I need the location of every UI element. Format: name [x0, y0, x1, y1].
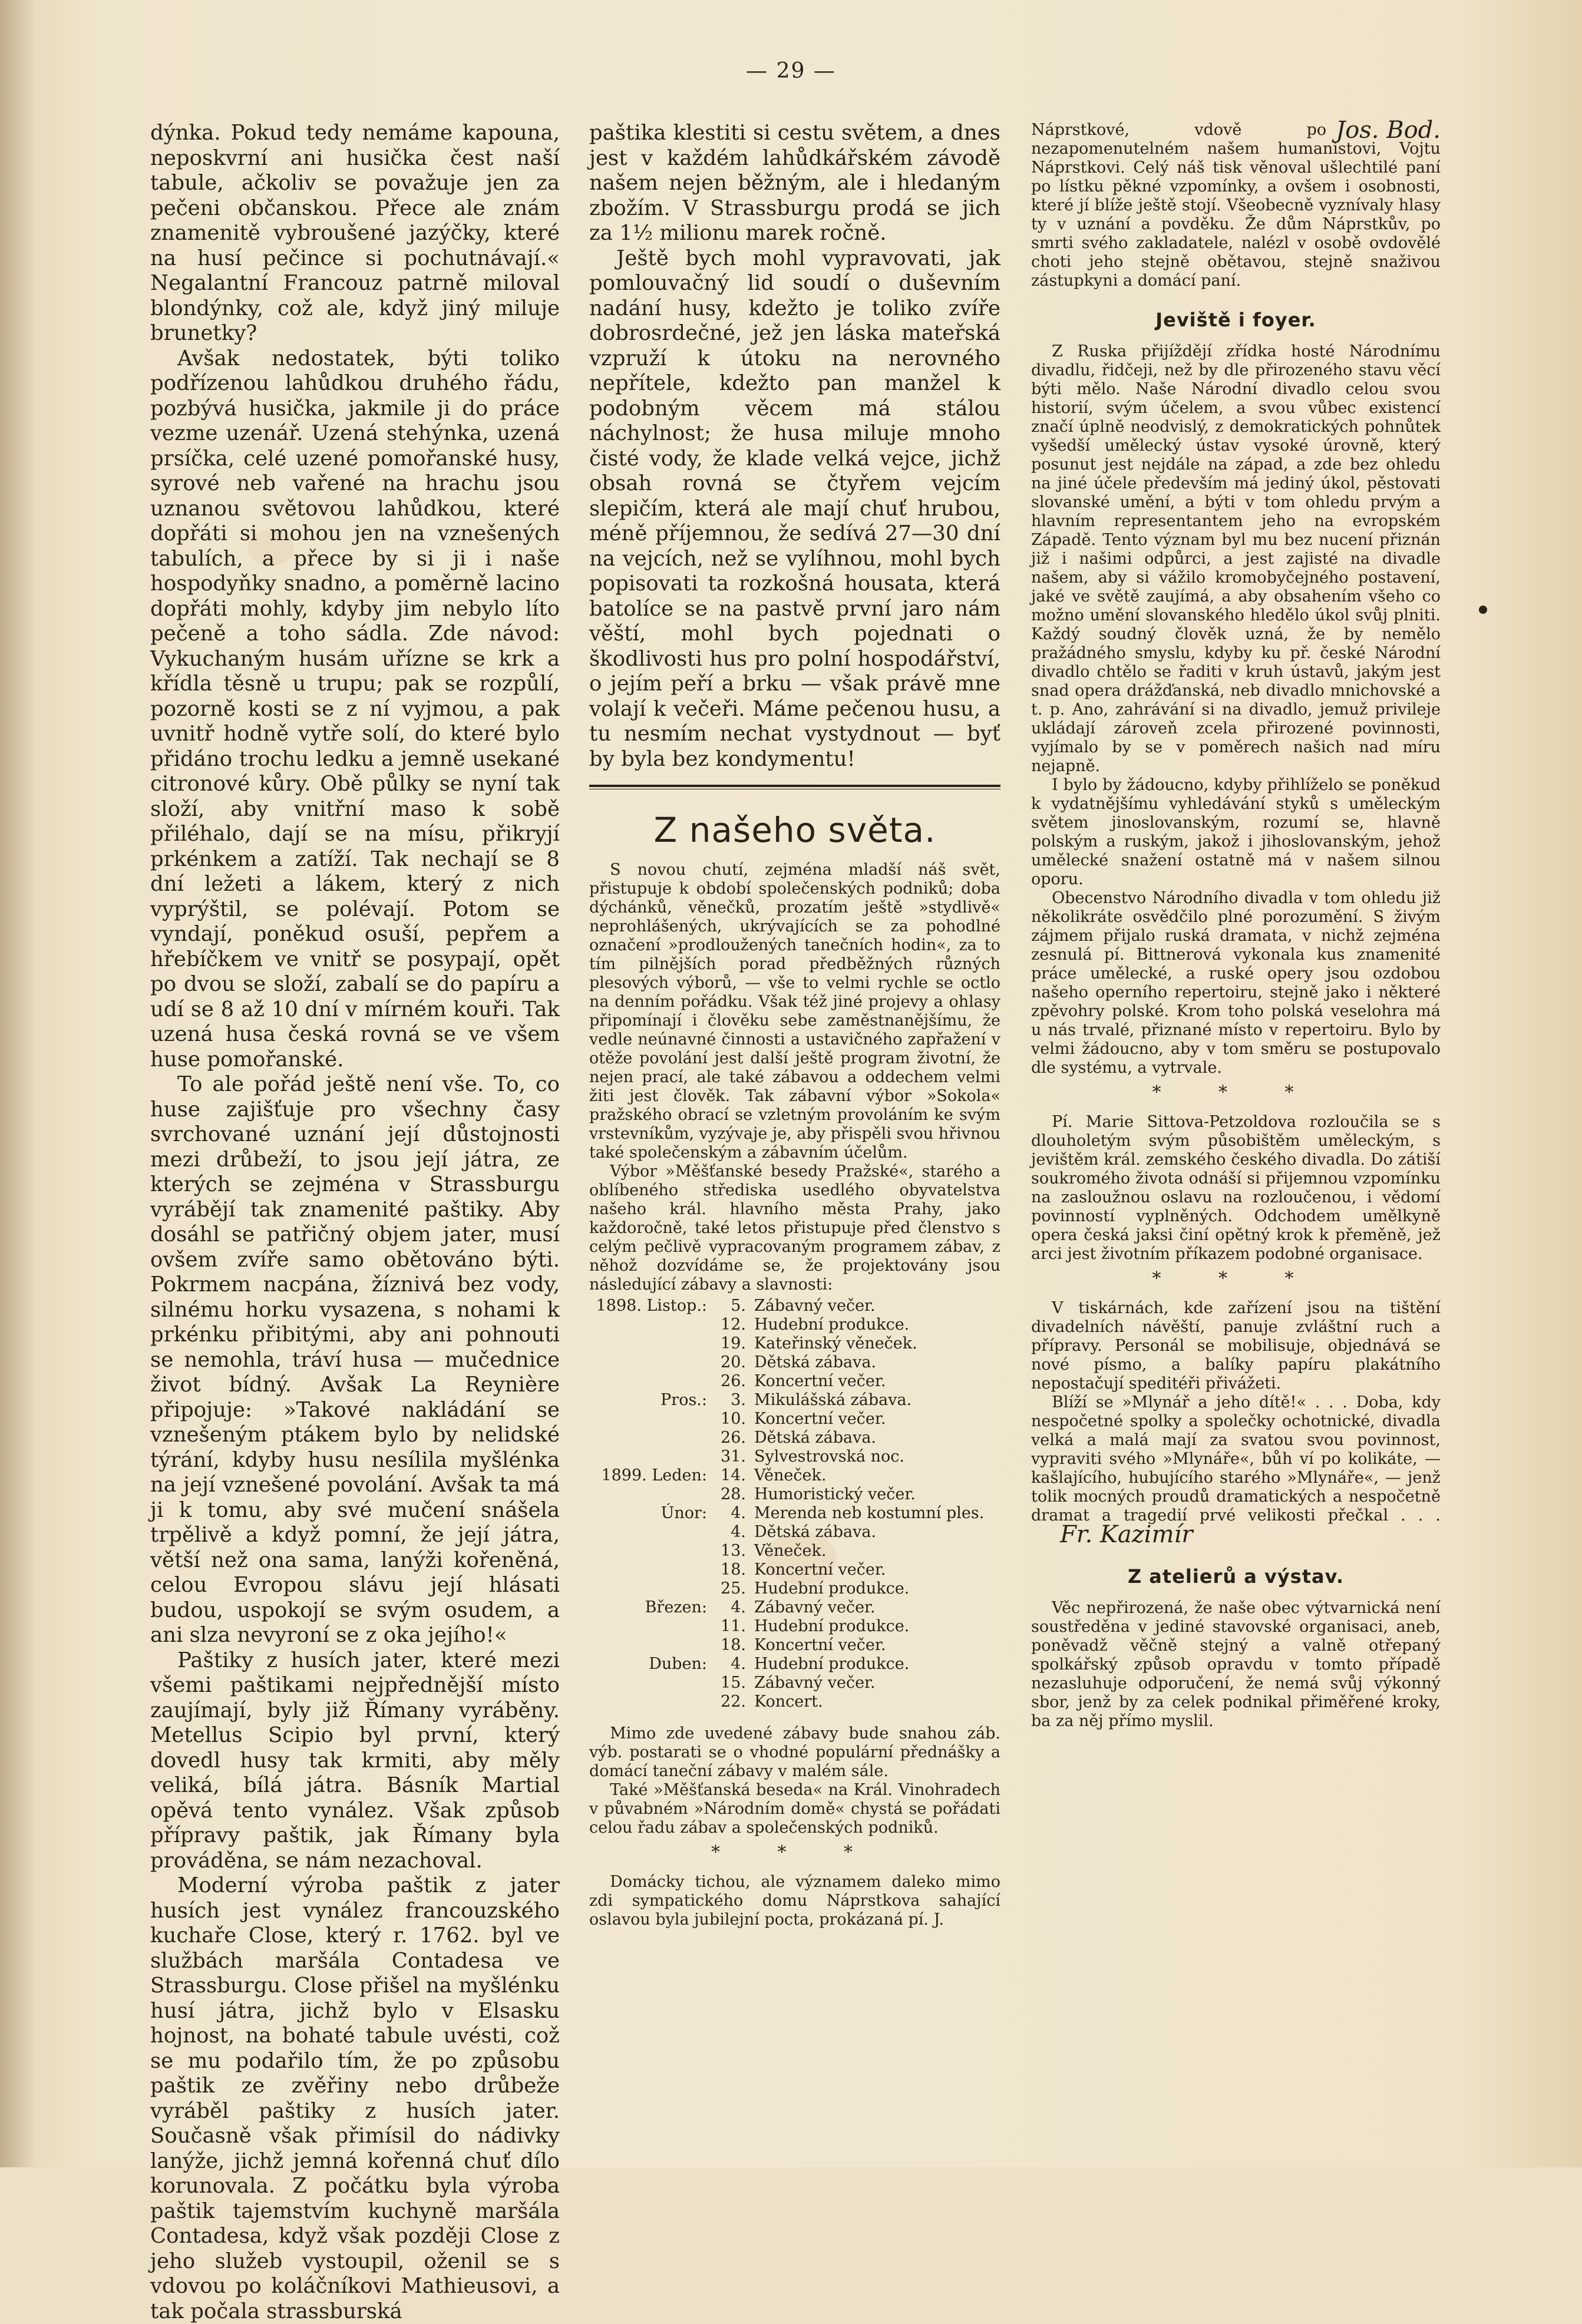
schedule-month: Březen: — [645, 1598, 707, 1616]
schedule-month — [589, 1561, 712, 1579]
schedule-month — [589, 1523, 712, 1542]
schedule-event: Dětská zábava. — [754, 1428, 877, 1447]
schedule-event: Dětská zábava. — [754, 1522, 877, 1541]
schedule-event: Hudební produkce. — [754, 1315, 910, 1334]
schedule-day: 4. — [731, 1654, 746, 1673]
paragraph: V tiskárnách, kde zařízení jsou na tištění divadelních návěští, panuje zvláštní ruch a přípravy. Personál se mobilisuje, objednává se nové písmo, a balíky papíru plakátního nepostačují speditéři přivážeti. — [1031, 1299, 1441, 1393]
section-body — [589, 861, 1000, 1294]
schedule-event: Koncertní večer. — [754, 1409, 886, 1428]
schedule-event: Dětská zábava. — [754, 1353, 877, 1371]
paragraph: To ale pořád ještě není vše. To, co huse zajišťuje pro všechny časy svrchované uznání její důstojnosti mezi drůbeží, to jsou její játra, ze kterých se zejména v Strassburgu vyrábějí tak znamenité paštiky. Aby dosáhl se patřičný objem jater, musí ovšem zvíře samo obětováno býti. Pokrmem nacpána, žíznivá bez vody, silnému horku vysazena, s nohami k prkénku přibitými, aby ani pohnouti se nemohla, tráví husa — mučednice život bídný. Avšak La Reynière připojuje: »Takové nakládání se vznešeným ptákem bylo by nelidské týrání, kdyby husu nesílila myšlénka na její vznešené povolání. Avšak ta má ji k tomu, aby své mučení snášela trpělivě a když pomní, že její játra, větší než ona sama, lanýži kořeněná, celou Evropou slávu její hlásati budou, uspokojí se svým osudem, a ani slza nevyroní se z oka jejího!« — [150, 1072, 560, 1647]
schedule-day: 4. — [731, 1503, 746, 1522]
paragraph: Výbor »Měšťanské besedy Pražské«, starého a oblíbeného střediska usedlého obyvatelstva našeho král. hlavního města Prahy, jako každoročně, také letos přistupuje před členstvo s celým pečlivě vypracovaným programem zábav, z něhož dozvídáme se, že projektovány jsou následující zábavy a slavnosti: — [589, 1162, 1000, 1294]
paragraph — [1031, 1393, 1441, 1547]
schedule-row — [589, 1674, 984, 1692]
margin-dot — [1479, 606, 1487, 614]
schedule-event: Koncertní večer. — [754, 1635, 886, 1654]
schedule-row — [589, 1579, 984, 1598]
paragraph: Mimo zde uvedené zábavy bude snahou záb. výb. postarati se o vhodné populární přednášky a domácí taneční zábavy v malém sále. — [589, 1724, 1000, 1780]
schedule-month — [589, 1692, 712, 1711]
schedule-day: 14. — [721, 1466, 746, 1485]
page-number: — 29 — — [746, 59, 836, 83]
section-divider — [589, 785, 1000, 789]
schedule-event: Věneček. — [754, 1541, 827, 1560]
schedule-month — [589, 1334, 712, 1353]
column-3 — [1031, 117, 1441, 1731]
paragraph: Ještě bych mohl vypravovati, jak pomlouvačný lid soudí o duševním nadání husy, kdežto je toliko zvíře dobrosrdečné, jež jen láska mateřská vzpruží k útoku na nerovného nepřítele, kdežto pan manžel k podobným věcem má stálou náchylnost; že husa miluje mnoho čisté vody, že klade velká vejce, jichž obsah rovná se čtyřem vejcím slepičím, která ale mají chuť hrubou, méně příjemnou, že sedívá 27—30 dní na vejcích, než se vylíhnou, mohl bych popisovati ta rozkošná housata, která batolíce se na pastvě první jaro nám věští, mohl bych pojednati o škodlivosti hus pro polní hospodářství, o jejím peří a brku — však právě mne volají k večeři. Máme pečenou husu, a tu nesmím nechat vystydnout — byť by byla bez kondymentu! — [589, 246, 1000, 771]
schedule-month: 1898. Listop.: — [596, 1296, 707, 1315]
schedule-event: Koncertní večer. — [754, 1560, 886, 1579]
schedule-day: 26. — [721, 1371, 746, 1390]
section-separator-stars: * * * — [1152, 1268, 1320, 1289]
schedule-day: 3. — [731, 1390, 746, 1409]
schedule-day: 18. — [721, 1560, 746, 1579]
schedule-month — [589, 1674, 712, 1692]
schedule-day: 15. — [721, 1673, 746, 1692]
schedule-row — [589, 1692, 984, 1711]
schedule-event: Hudební produkce. — [754, 1616, 910, 1635]
schedule-row — [589, 1410, 984, 1429]
schedule-day: 25. — [721, 1579, 746, 1598]
schedule-day: 4. — [731, 1522, 746, 1541]
schedule-row — [589, 1636, 984, 1655]
paragraph: dýnka. Pokud tedy nemáme kapouna, neposkvrní ani husička čest naší tabule, ačkoliv se považuje jen za pečeni občanskou. Přece ale znám znamenitě vybroušené jazýčky, které na husí pečince si pochutnávají.« Negalantní Francouz patrně miloval blondýnky, což ale, když jiný miluje brunetky? — [150, 121, 560, 345]
schedule-event: Mikulášská zábava. — [754, 1390, 912, 1409]
schedule-row — [589, 1598, 984, 1617]
schedule-row — [589, 1655, 984, 1674]
signature-handwritten: Fr. Kazimír — [1060, 1521, 1193, 1548]
schedule-event: Koncert. — [754, 1692, 823, 1711]
schedule-event: Merenda neb kostumní ples. — [754, 1503, 985, 1522]
paragraph: Pí. Marie Sittova-Petzoldova rozloučila se s dlouholetým svým působištěm uměleckým, s jevištěm král. zemského českého divadla. Do zátiší soukromého života odnáší si přijemnou vzpomínku na zasloužnou oslavu na rozloučenou, i vědomí povinností vyplněných. Odchodem umělkyně opera česká jaksi činí opětný krok k přeměně, jež arci jest životním příkazem podobné organisace. — [1031, 1113, 1441, 1263]
schedule-row — [589, 1542, 984, 1561]
section-title-z-atelieru: Z atelierů a výstav. — [1127, 1565, 1345, 1588]
schedule-day: 26. — [721, 1428, 746, 1447]
schedule-row — [589, 1429, 984, 1447]
schedule-row — [589, 1617, 984, 1636]
column-2 — [589, 121, 1000, 1929]
schedule-row — [589, 1353, 984, 1372]
paragraph: S novou chutí, zejména mladší náš svět, přistupuje k období společenských podniků; doba dýchánků, věnečků, prozatím ještě »stydlivě« neprohlášených, ukrývajících se za pohodlné označení »prodloužených tanečních hodin«, za to tím pilnějších porad předběžných různých plesových výborů, — vše to velmi rychle se octlo na denním pořádku. Však též jiné projevy a ohlasy připomínají i člověku sebe zaměstnanějšímu, že vedle neúnavné činnosti a ustavičného zapřažení v otěže povolání jest další ještě program životní, že nejen prací, ale také zábavou a oddechem velmi žiti jest člověk. Tak zábavní výbor »Sokola« pražského obrací se vzletným provoláním ke svým vrstevníkům, vyzývaje je, aby přispěli svou hřivnou také společenským a zábavním účelům. — [589, 860, 1000, 1162]
schedule-event: Humoristický večer. — [754, 1485, 916, 1503]
schedule-day: 13. — [721, 1541, 746, 1560]
schedule-event: Hudební produkce. — [754, 1579, 910, 1598]
schedule-month: 1899. Leden: — [601, 1466, 707, 1485]
schedule-event: Hudební produkce. — [754, 1654, 910, 1673]
schedule-row — [589, 1391, 984, 1410]
schedule-day: 19. — [721, 1334, 746, 1353]
schedule-event: Kateřinský věneček. — [754, 1334, 917, 1353]
schedule-row — [589, 1297, 984, 1315]
schedule-month — [589, 1542, 712, 1561]
schedule-day: 20. — [721, 1353, 746, 1371]
schedule-event: Koncertní večer. — [754, 1371, 886, 1390]
schedule-month — [589, 1315, 712, 1334]
schedule-event: Zábavný večer. — [754, 1673, 876, 1692]
schedule-day: 5. — [731, 1296, 746, 1315]
schedule-day: 22. — [721, 1692, 746, 1711]
schedule-month — [589, 1372, 712, 1391]
schedule-row — [589, 1372, 984, 1391]
section-separator-stars: * * * — [711, 1842, 879, 1863]
schedule-day: 10. — [721, 1409, 746, 1428]
paragraph-text: Blíží se »Mlynář a jeho dítě!« . . . Doba, kdy nespočetné spolky a společky ochotnické, divadla velká a malá mají za svatou svou povinnost, vypraviti svého »Mlynáře«, bůh ví po kolikáte, — kašlajícího, hubujícího starého »Mlynáře«, — jenž tolik mocných proudů dramatických a nespočetně dramat a tragedií prvé velikosti přečkal . . . — [1031, 1393, 1441, 1525]
section-body-continued — [589, 1724, 1000, 1929]
column-1 — [150, 121, 560, 2324]
schedule-day: 4. — [731, 1598, 746, 1616]
schedule-month: Pros.: — [660, 1390, 707, 1409]
schedule-month — [589, 1353, 712, 1372]
paragraph: Obecenstvo Národního divadla v tom ohledu již několikráte osvědčilo plné porozumění. S živým zájmem přijalo ruská dramata, v nichž zejména zesnulá pí. Bittnerová vykonala kus znamenité práce umělecké, a ruské opery jsou ozdobou našeho operního repertoiru, stejně jako i některé zpěvohry polské. Krom toho polská veselohra má u nás trvalé, přiznané místo v repertoiru. Bylo by velmi žádoucno, aby v tom směru se postupovalo dle systému, a vytrvale. — [1031, 889, 1441, 1077]
section-separator-stars: * * * — [1152, 1082, 1320, 1103]
schedule-row — [589, 1485, 984, 1504]
paragraph: Z Ruska přijíždějí zřídka hosté Národnímu divadlu, řidčeji, než by dle přirozeného stavu věcí býti mělo. Naše Národní divadlo celou svou historií, svým účelem, a svou vůbec existencí značí úplně neodvislý, z demokratických pohnůtek vyšedší umělecký ústav vysoké úrovně, který posunut jest nejdále na západ, a zde bez ohledu na jiné účele především má jediný úkol, pěstovati slovanské umění, a býti v tom ohledu prvým a hlavním representantem jeho na evropském Západě. Tento význam byl mu bez nucení přiznán již i našimi odpůrci, a jest zajisté na divadle našem, aby si vážilo kromobyčejného postavení, jaké ve světě zaujímá, a aby obsahením všeho co možno umění slovanského hledělo úkol svůj plniti. Každý soudný člověk uzná, že by nemělo pražádného smyslu, kdyby ku př. české Národní divadlo chtělo se řaditi v kruh ústavů, jakým jest snad opera drážďanská, neb divadlo mnichovské a t. p. Ano, zahrávání si na divadlo, jemuž privileje ukládají zároveň zcela přirozené povinnosti, vyjímalo by se v poměrech našich nad míru nejapně. — [1031, 342, 1441, 775]
schedule-month — [589, 1617, 712, 1636]
schedule-month: Únor: — [660, 1503, 707, 1522]
paragraph: Avšak nedostatek, býti toliko podřízenou lahůdkou druhého řádu, pozbývá husička, jakmile ji do práce vezme uzenář. Uzená stehýnka, uzená prsíčka, celé uzené pomořanské husy, syrové neb vařené na hrachu jsou uznanou světovou lahůdkou, které dopřáti si mohou jen na vznešených tabulích, a přece by si ji i naše hospodyňky snadno, a poměrně lacino dopřáti mohly, kdyby jim nebylo líto pečeně a toho sádla. Zde návod: Vykuchaným husám uřízne se krk a křídla těsně u trupu; pak se rozpůlí, pozorně kosti se z ní vyjmou, a pak uvnitř hodně vytře solí, do které bylo přidáno trochu ledku a jemně usekané citronové kůry. Obě půlky se nyní tak složí, aby vnitřní maso k sobě přiléhalo, dají se na mísu, přikryjí prkénkem a zatíží. Tak nechají se 8 dní ležeti a lákem, který z nich vyprýštil, se polévají. Potom se vyndají, poněkud osuší, pepřem a hřebíčkem ve vnitř se posypají, opět po dvou se složí, zabalí se do papíru a udí se 8 až 10 dní v mírném kouři. Tak uzená husa česká rovná se ve všem huse pomořanské. — [150, 346, 560, 1072]
paragraph: Věc nepřirozená, že naše obec výtvarnická není soustředěna v jediné stavovské organisaci, aneb, poněvadž věčně stejný a valně otřepaný spolkářský způsob opravdu v tomto případě nezasluhuje odporučení, že nemá svůj výkonný sbor, jenž by za celek podnikal přiměřené kroky, ba za něj přímo myslil. — [1031, 1599, 1441, 1730]
schedule-day: 28. — [721, 1485, 746, 1503]
paragraph: paštika klestiti si cestu světem, a dnes jest v každém lahůdkářském závodě našem nejen běžným, ale i hledaným zbožím. V Strassburgu prodá se jich za 1½ milionu marek ročně. — [589, 121, 1000, 245]
paragraph: Moderní výroba paštik z jater husích jest vynález francouzského kuchaře Close, který r. 1762. byl ve službách maršála Contadesa ve Strassburgu. Close přišel na myšlénku husí játra, jichž bylo v Elsasku hojnost, na bohaté tabule uvésti, což se mu podařilo tím, že po způsobu paštik ze zvěřiny nebo drůbeže vyráběl paštiky z husích jater. Současně však přimísil do nádivky lanýže, jichž jemná kořenná chuť dílo korunovala. Z počátku byla výroba paštik tajemstvím kuchyně maršála Contadesa, když však později Close z jeho služeb vystoupil, oženil se s vdovou po koláčníkovi Mathieusovi, a tak počala strassburská — [150, 1873, 560, 2323]
event-schedule — [589, 1297, 984, 1711]
schedule-month — [589, 1429, 712, 1447]
schedule-day: 18. — [721, 1635, 746, 1654]
schedule-month: Duben: — [649, 1654, 707, 1673]
schedule-row — [589, 1561, 984, 1579]
paragraph-text: Náprstkové, vdově po nezapomenutelném našem humanistovi, Vojtu Náprstkovi. Celý náš tisk věnoval ušlechtilé paní po lístku pěkné vzpomínky, a ovšem i osobnosti, které jí blíže ještě stojí. Všeobecně vyznívaly hlasy ty v uznání a povděku. Že dům Náprstkův, po smrti svého zakladatele, nalézl v osobě ovdovělé choti jeho stejně obětavou, stejně snaživou zástupkyni a domácí paní. — [1031, 121, 1441, 290]
schedule-day: 11. — [721, 1616, 746, 1635]
schedule-row — [589, 1523, 984, 1542]
schedule-event: Sylvestrovská noc. — [754, 1447, 904, 1466]
schedule-event: Věneček. — [754, 1466, 827, 1485]
schedule-month — [589, 1410, 712, 1429]
paragraph — [1031, 117, 1441, 290]
signature-handwritten: Jos. Bod. — [1336, 117, 1441, 144]
schedule-row — [589, 1315, 984, 1334]
schedule-row — [589, 1447, 984, 1466]
paragraph: Domácky tichou, ale významem daleko mimo zdi sympatického domu Náprstkova sahající oslavou byla jubilejní pocta, prokázaná pí. J. — [589, 1872, 1000, 1929]
paragraph: Také »Měšťanská beseda« na Král. Vinohradech v půvabném »Národním domě« chystá se pořádati celou řadu zábav a společenských podniků. — [589, 1780, 1000, 1837]
schedule-day: 12. — [721, 1315, 746, 1334]
schedule-month — [589, 1579, 712, 1598]
schedule-day: 31. — [721, 1447, 746, 1466]
section-title-jeviste-foyer: Jeviště i foyer. — [1155, 309, 1316, 331]
schedule-month — [589, 1447, 712, 1466]
schedule-month — [589, 1485, 712, 1504]
paragraph: I bylo by žádoucno, kdyby přihlíželo se poněkud k vydatnějšímu vyhledávání styků s uměleckým světem jinoslovanským, rozumí se, hlavně polským a ruským, jakož i jihoslovanským, jehož umělecké snažení ostatně má v našem silnou oporu. — [1031, 776, 1441, 888]
section-title-z-naseho-sveta: Z našeho světa. — [653, 810, 936, 850]
schedule-row — [589, 1334, 984, 1353]
schedule-event: Zábavný večer. — [754, 1598, 876, 1616]
schedule-row — [589, 1504, 984, 1523]
schedule-event: Zábavný večer. — [754, 1296, 876, 1315]
paragraph: Paštiky z husích jater, které mezi všemi paštikami nejpřednější místo zaujímají, byly již Římany vyráběny. Metellus Scipio byl první, který dovedl husy tak krmiti, aby měly veliká, bílá játra. Básník Martial opěvá tento vynález. Však způsob přípravy paštik, jak Římany byla prováděna, se nám nezachoval. — [150, 1648, 560, 1873]
binding-shadow — [0, 0, 35, 2167]
schedule-month — [589, 1636, 712, 1655]
schedule-row — [589, 1466, 984, 1485]
